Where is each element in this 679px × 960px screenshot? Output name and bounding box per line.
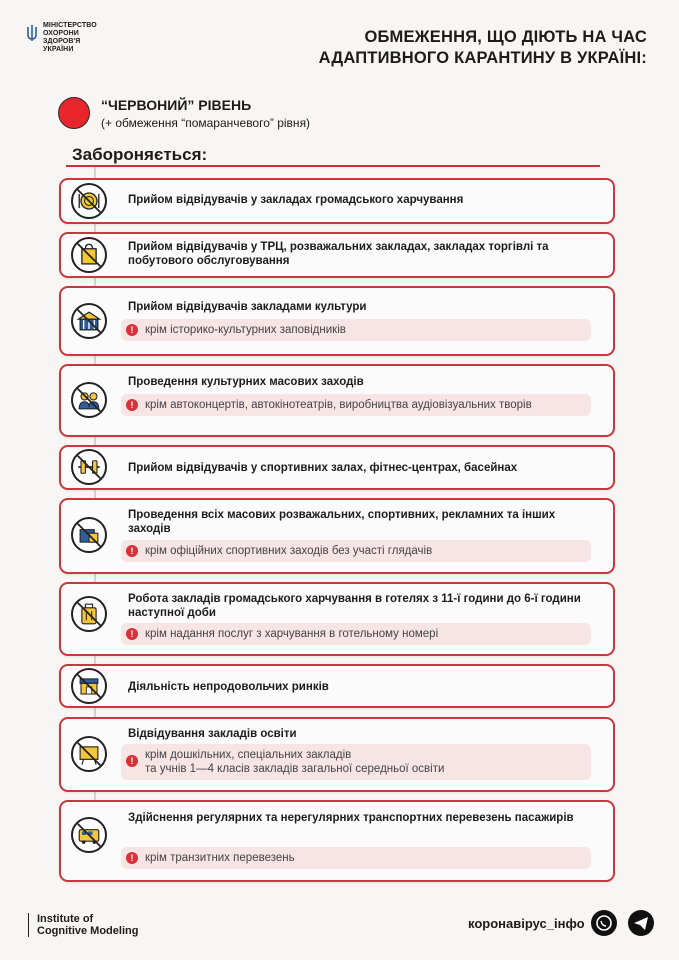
restaurant-dish-icon [71,183,107,219]
exception-note [121,744,591,780]
restriction-card [59,498,615,574]
warning-icon: ! [126,755,138,767]
restriction-card [59,664,615,708]
exception-note [121,540,591,562]
restriction-card [59,445,615,490]
restriction-title: Прийом відвідувачів закладами культури [128,301,367,313]
exception-note [121,394,591,416]
exception-text: крім надання послуг з харчування в готельному номері [145,628,439,640]
restriction-card [59,717,615,792]
page-title-line2: АДАПТИВНОГО КАРАНТИНУ В УКРАЇНІ: [318,49,647,67]
page-title-line1: ОБМЕЖЕННЯ, ЩО ДІЮТЬ НА ЧАС [364,28,647,46]
telegram-icon[interactable] [628,910,654,936]
restriction-title: Здійснення регулярних та нерегулярних транспортних перевезень пасажирів [128,812,574,824]
level-title: “ЧЕРВОНИЙ” РІВЕНЬ [101,97,252,113]
ministry-logo [26,22,95,54]
restriction-title: Відвідування закладів освіти [128,728,297,740]
trident-icon [26,24,38,42]
red-level-indicator [58,97,90,129]
restriction-card [59,800,615,882]
exception-text: крім транзитних перевезень [145,852,295,864]
cultural-event-icon [71,382,107,418]
viber-icon[interactable] [591,910,617,936]
section-title: Забороняється: [72,145,208,164]
ministry-name-line: ОХОРОНИ [43,30,79,37]
bus-icon [71,817,107,853]
ministry-name-line: ЗДОРОВ'Я [43,38,81,45]
warning-icon: ! [126,852,138,864]
footer-site-link[interactable]: коронавірус_інфо [468,916,585,931]
museum-icon [71,303,107,339]
exception-text: та учнів 1—4 класів закладів загальної середньої освіти [145,763,445,775]
restriction-title: Прийом відвідувачів у ТРЦ, розважальних закладах, закладах торгівлі та побутового обслуговування [128,241,549,267]
ministry-name-line: МІНІСТЕРСТВО [43,22,97,29]
education-board-icon [71,736,107,772]
exception-note [121,623,591,645]
exception-note [121,319,591,341]
dumbbell-icon [71,449,107,485]
restriction-title: Діяльність непродовольчих ринків [128,681,329,693]
page-title [319,27,647,69]
restriction-title: Проведення всіх масових розважальних, спортивних, рекламних та інших заходів [128,509,556,535]
warning-icon: ! [126,399,138,411]
section-divider [66,165,600,167]
mass-event-icon [71,517,107,553]
exception-note [121,847,591,869]
exception-text: крім історико-культурних заповідників [145,324,346,336]
footer-brand [28,913,138,937]
restriction-title: Проведення культурних масових заходів [128,376,364,388]
restriction-card [59,178,615,224]
warning-icon: ! [126,545,138,557]
level-subtitle: (+ обмеження “помаранчевого” рівня) [101,116,311,130]
restriction-card [59,232,615,278]
exception-text: крім офіційних спортивних заходів без участі глядачів [145,545,433,557]
shopping-bag-icon [71,237,107,273]
restriction-card [59,364,615,437]
ministry-name [43,22,95,54]
restriction-title: Прийом відвідувачів у спортивних залах, фітнес-центрах, басейнах [128,462,518,474]
footer-brand-line: Institute of [37,913,94,925]
restriction-card [59,582,615,656]
restriction-card [59,286,615,356]
exception-text: крім автоконцертів, автокінотеатрів, виробництва аудіовізуальних творів [145,399,532,411]
hotel-luggage-icon [71,596,107,632]
ministry-name-line: УКРАЇНИ [43,46,74,53]
footer-brand-line: Cognitive Modeling [37,925,139,937]
restriction-title: Прийом відвідувачів у закладах громадського харчування [128,194,464,206]
restriction-title: Робота закладів громадського харчування в готелях з 11-ї години до 6-ї години наступної доби [128,593,581,619]
exception-text: крім дошкільних, спеціальних закладів [145,749,352,761]
warning-icon: ! [126,628,138,640]
market-stall-icon [71,668,107,704]
warning-icon: ! [126,324,138,336]
